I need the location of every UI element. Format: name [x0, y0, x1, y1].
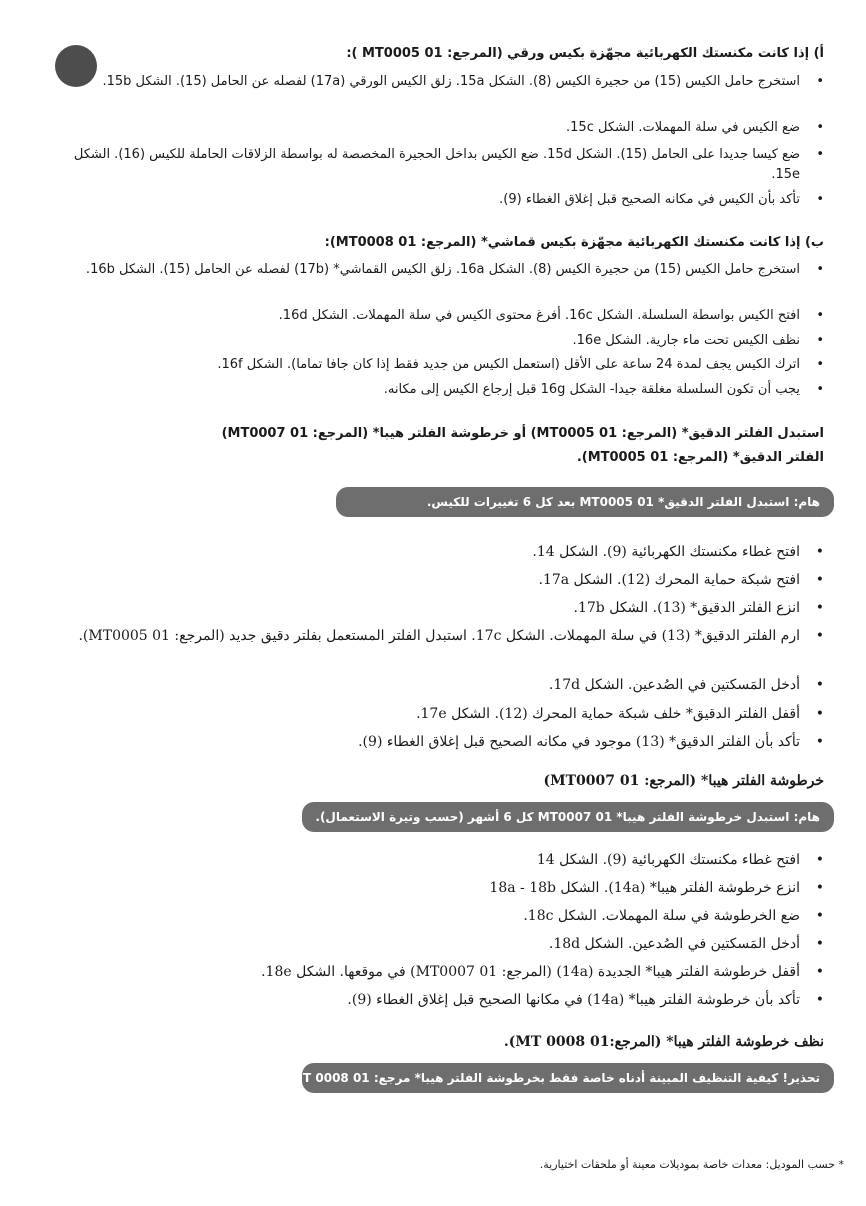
notice-banner: هام: استبدل الفلتر الدقيق* MT0005 01 بعد كل 6 تغييرات للكيس. — [336, 487, 834, 517]
list-item: • أقفل خرطوشة الفلتر هيبا* الجديدة (14a) (المرجع: MT0007 01) في موقعها. الشكل 18e. — [261, 964, 824, 980]
list-item: • انزع الفلتر الدقيق* (13). الشكل 17b. — [573, 600, 824, 616]
hepa-section-heading: خرطوشة الفلتر هيبا* (المرجع: MT0007 01) — [543, 773, 824, 789]
list-item: • ارم الفلتر الدقيق* (13) في سلة المهملات. الشكل 17c. استبدل الفلتر المستعمل بفلتر دقيق جديد (المرجع: MT0005 01). — [78, 628, 824, 644]
list-item: • أدخل المَسكتين في الصُدعين. الشكل 17d. — [548, 677, 824, 693]
list-item: • تأكد بأن الكيس في مكانه الصحيح قبل إغلاق الغطاء (9). — [499, 192, 824, 207]
list-item: • افتح غطاء مكنستك الكهربائية (9). الشكل 14 — [536, 852, 824, 868]
list-item: • يجب أن تكون السلسلة مغلقة جيدا- الشكل 16g قبل إرجاع الكيس إلى مكانه. — [383, 382, 824, 397]
footnote: * حسب الموديل: معدات خاصة بموديلات معينة أو ملحقات اختيارية. — [539, 1158, 844, 1171]
list-item: • اترك الكيس يجف لمدة 24 ساعة على الأقل (استعمل الكيس من جديد فقط إذا كان جافا تماما). الشكل 16f. — [217, 357, 824, 372]
list-item: • افتح شبكة حماية المحرك (12). الشكل 17a. — [538, 572, 824, 588]
list-item: • استخرج حامل الكيس (15) من حجيرة الكيس (8). الشكل 16a. زلق الكيس القماشي* (17b) لفصله عن الحامل (15). الشكل 16b. — [85, 262, 824, 277]
list-item: • تأكد بأن الفلتر الدقيق* (13) موجود في مكانه الصحيح قبل إغلاق الغطاء (9). — [358, 734, 824, 750]
list-item: • افتح الكيس بواسطة السلسلة. الشكل 16c. أفرغ محتوى الكيس في سلة المهملات. الشكل 16d. — [278, 308, 824, 323]
list-item: • انزع خرطوشة الفلتر هيبا* (14a). الشكل 18a - 18b — [489, 880, 824, 896]
list-item: • ضع الخرطوشة في سلة المهملات. الشكل 18c. — [523, 908, 824, 924]
list-item: • استخرج حامل الكيس (15) من حجيرة الكيس (8). الشكل 15a. زلق الكيس الورقي (17a) لفصله عن الحامل (15). الشكل 15b. — [102, 74, 824, 89]
list-item: • ضع كيسا جديدا على الحامل (15). الشكل 15d. ضع الكيس بداخل الحجيرة المخصصة له بواسطة الزلاقات الحاملة للكيس (16). الشكل 15e. — [73, 147, 824, 182]
list-item: • أدخل المَسكتين في الصُدعين. الشكل 18d. — [548, 936, 824, 952]
notice-banner: هام: استبدل خرطوشة الفلتر هيبا* MT0007 01 كل 6 أشهر (حسب وتيرة الاستعمال). — [302, 802, 834, 832]
fine-filter-subheading: الفلتر الدقيق* (المرجع: MT0005 01). — [576, 450, 824, 465]
list-item: • أقفل الفلتر الدقيق* خلف شبكة حماية المحرك (12). الشكل 17e. — [416, 706, 824, 722]
clean-section-heading: نظف خرطوشة الفلتر هيبا* (المرجع:01 MT 0008). — [503, 1034, 824, 1050]
list-item: • نظف الكيس تحت ماء جارية. الشكل 16e. — [572, 333, 824, 348]
warning-banner: تحذير! كيفية التنظيف المبينة أدناه خاصة فقط بخرطوشة الفلتر هيبا* مرجع: MT 0008 01. — [302, 1063, 834, 1093]
list-item: • ضع الكيس في سلة المهملات. الشكل 15c. — [566, 120, 824, 135]
list-item: • افتح غطاء مكنستك الكهربائية (9). الشكل 14. — [532, 544, 824, 560]
filter-section-heading: استبدل الفلتر الدقيق* (المرجع: MT0005 01) أو خرطوشة الفلتر هيبا* (المرجع: MT0007 01) — [221, 426, 824, 441]
section-b-heading: ب) إذا كانت مكنستك الكهربائية مجهّزة بكيس قماشي* (المرجع: MT0008 01): — [324, 235, 824, 250]
section-a-heading: أ) إذا كانت مكنستك الكهربائية مجهّزة بكيس ورقي (المرجع: MT0005 01 ): — [346, 46, 824, 61]
list-item: • تأكد بأن خرطوشة الفلتر هيبا* (14a) في مكانها الصحيح قبل إغلاق الغطاء (9). — [347, 992, 824, 1008]
